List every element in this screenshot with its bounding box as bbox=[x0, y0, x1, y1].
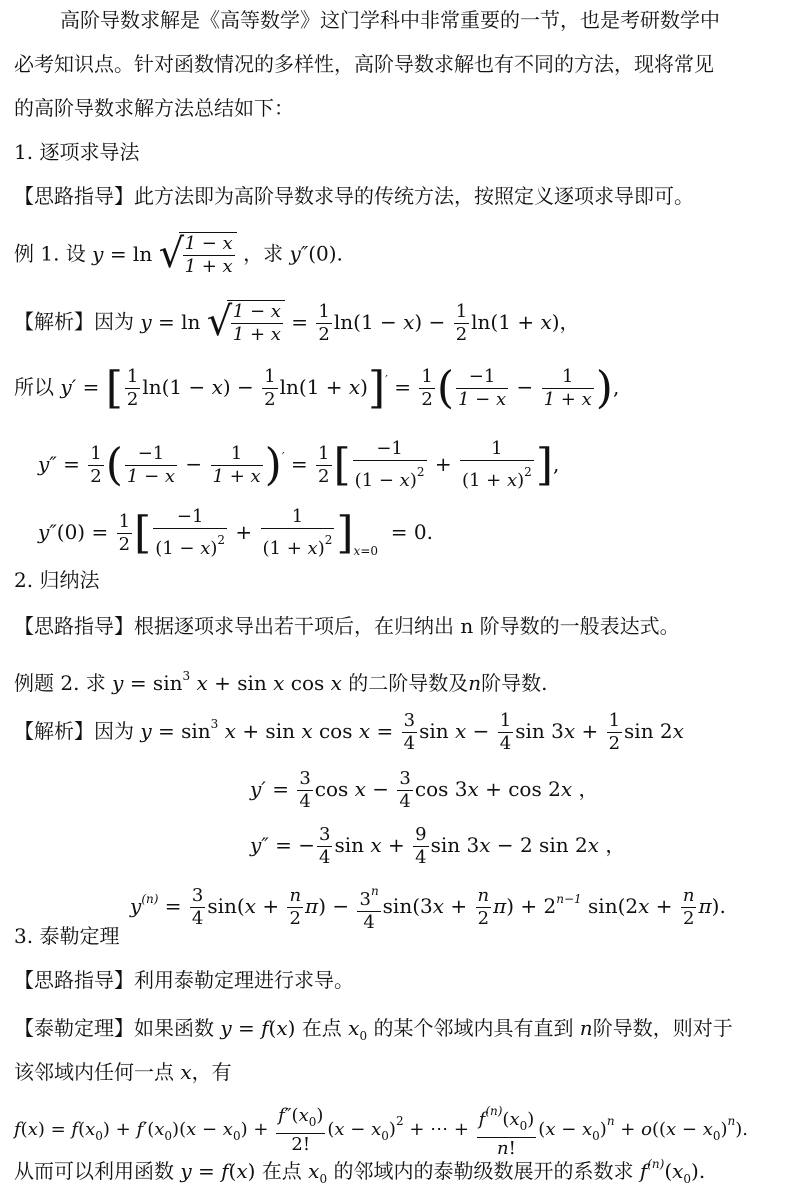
conclusion-mid-1: 在点 bbox=[261, 1159, 302, 1183]
conclusion-line bbox=[14, 1150, 705, 1193]
intro-line-3: 的高阶导数求解方法总结如下： bbox=[14, 96, 294, 120]
example-2-prefix: 例题 2. 求 bbox=[14, 671, 106, 695]
solution-1-line-1 bbox=[14, 300, 580, 346]
conclusion-prefix: 从而可以利用函数 bbox=[14, 1159, 174, 1183]
conclusion-point: $x_0$ bbox=[308, 1159, 328, 1186]
section-1-title: 1. 逐项求导法 bbox=[14, 140, 140, 164]
solution-1-eq-2: y′ = [ $\frac{1}{2}$ ln(1 − x) − $\frac{1}{2}$ ln(1 + x)]′ = $\frac{1}{2}$ ( $\frac{-1}{1 - x}$ − $\frac{1}{1 + x}$ ), bbox=[60, 362, 620, 414]
example-2-suffix: 的二阶导数及 bbox=[348, 671, 469, 695]
taylor-equation: $f(x) = f(x_0) + f'(x_0)(x - x_0)$ + $\frac{f''(x_0)}{2!}$ $(x - x_0)^2$ + ⋯ + $\frac{f^{(n)}(x_0)}{n!}$ $(x - x_0)^n + o((x - x_0)^n)$. bbox=[14, 1119, 748, 1140]
example-1-ask: ，求 bbox=[243, 241, 284, 266]
conclusion-func: y = f(x) bbox=[180, 1159, 256, 1183]
solution-2-eq-1: $y = \sin^3 x + \sin x$ cos x = $\frac{3}{4}$ sin x − $\frac{1}{4}$ sin 3x + $\frac{1}{2}$ sin 2x bbox=[140, 710, 684, 754]
solution-1-eq-1: y = ln √ $\frac{1 - x}{1 + x}$ = $\frac{1}{2}$ ln(1 − x) − $\frac{1}{2}$ ln(1 + x)， bbox=[140, 299, 580, 345]
conclusion-mid-2: 的邻域内的泰勒级数展开的系数求 bbox=[333, 1159, 634, 1183]
section-3-guide: 【思路指导】利用泰勒定理进行求导。 bbox=[14, 968, 354, 992]
example-1-prefix: 例 1. 设 bbox=[14, 241, 86, 266]
solution-1-line-2 bbox=[14, 362, 620, 414]
solution-1-line-4 bbox=[38, 506, 433, 565]
solution-2-prefix: 【解析】因为 bbox=[14, 719, 134, 743]
theorem-point: $x_0$ bbox=[348, 1016, 368, 1043]
section-2-guide: 【思路指导】根据逐项求导出若干项后，在归纳出 n 阶导数的一般表达式。 bbox=[14, 614, 680, 638]
solution-2-line-2 bbox=[250, 768, 598, 813]
solution-2-eq-3: y″ = − $\frac{3}{4}$ sin x + $\frac{9}{4}$ sin 3x − 2 sin 2x ， bbox=[250, 824, 626, 868]
solution-1-prefix: 【解析】因为 bbox=[14, 309, 134, 334]
example-2 bbox=[14, 662, 548, 697]
solution-2-line-3 bbox=[250, 824, 625, 869]
theorem-line-1 bbox=[14, 1014, 733, 1050]
solution-1-eq-4: y″(0) = $\frac{1}{2}$ [ $\frac{-1}{(1 - x)^2}$ + $\frac{1}{(1 + x)^2}$ ]$_{x=0} = 0$. bbox=[38, 506, 433, 559]
theorem-func: y = f(x) bbox=[220, 1016, 296, 1040]
solution-2-line-4 bbox=[130, 880, 726, 934]
example-2-end: 阶导数. bbox=[481, 671, 548, 695]
theorem-end: 阶导数，则对于 bbox=[592, 1016, 733, 1040]
theorem-prefix: 【泰勒定理】如果函数 bbox=[14, 1016, 214, 1040]
solution-1-line-3 bbox=[38, 438, 559, 492]
section-3-title: 3. 泰勒定理 bbox=[14, 924, 120, 948]
solution-2-eq-4: $y^{(n)}$ = $\frac{3}{4}$ sin(x + $\frac{n}{2}$ π) − $\frac{3^n}{4}$ sin(3x + $\frac{n}{2}$ $\pi) + 2^{n-1}$ sin(2x + $\frac{n}{2}$ π). bbox=[130, 894, 726, 918]
solution-1-so: 所以 bbox=[14, 375, 54, 399]
example-2-n: n bbox=[468, 671, 482, 695]
theorem-line-2-text: 该邻域内任何一点 bbox=[14, 1060, 174, 1084]
theorem-x: x bbox=[174, 1060, 192, 1084]
solution-1-eq-3: y″ = $\frac{1}{2}$ ( $\frac{-1}{1 - x}$ − $\frac{1}{1 + x}$ )′ = $\frac{1}{2}$ [ $\frac{-1}{(1 - x)^2}$ + $\frac{1}{(1 + x)^2}$ ], bbox=[38, 438, 560, 491]
section-1-guide: 【思路指导】此方法即为高阶导数求导的传统方法，按照定义逐项求导即可。 bbox=[14, 184, 694, 208]
example-2-formula: $y = \sin^3 x + \sin x$ cos x bbox=[112, 669, 342, 695]
example-1 bbox=[14, 232, 343, 278]
intro-line-2: 必考知识点。针对函数情况的多样性，高阶导数求解也有不同的方法，现将常见 bbox=[14, 52, 714, 76]
conclusion-target: $f^{(n)}(x_0)$. bbox=[639, 1157, 706, 1186]
theorem-mid-1: 在点 bbox=[301, 1016, 342, 1040]
theorem-n: n bbox=[573, 1016, 593, 1040]
solution-2-line-1 bbox=[14, 710, 684, 755]
theorem-line-2 bbox=[14, 1058, 232, 1086]
theorem-mid-2: 的某个邻域内具有直到 bbox=[373, 1016, 574, 1040]
theorem-line-2-end: ，有 bbox=[191, 1060, 232, 1084]
section-2-title: 2. 归纳法 bbox=[14, 568, 100, 592]
intro-line-1: 高阶导数求解是《高等数学》这门学科中非常重要的一节，也是考研数学中 bbox=[60, 8, 720, 32]
example-1-target: y″(0). bbox=[289, 241, 343, 266]
example-1-formula: y = ln √ $\frac{1 - x}{1 + x}$ bbox=[92, 242, 243, 266]
solution-2-eq-2: y′ = $\frac{3}{4}$ cos x − $\frac{3}{4}$ cos 3x + cos 2x ， bbox=[250, 768, 599, 812]
